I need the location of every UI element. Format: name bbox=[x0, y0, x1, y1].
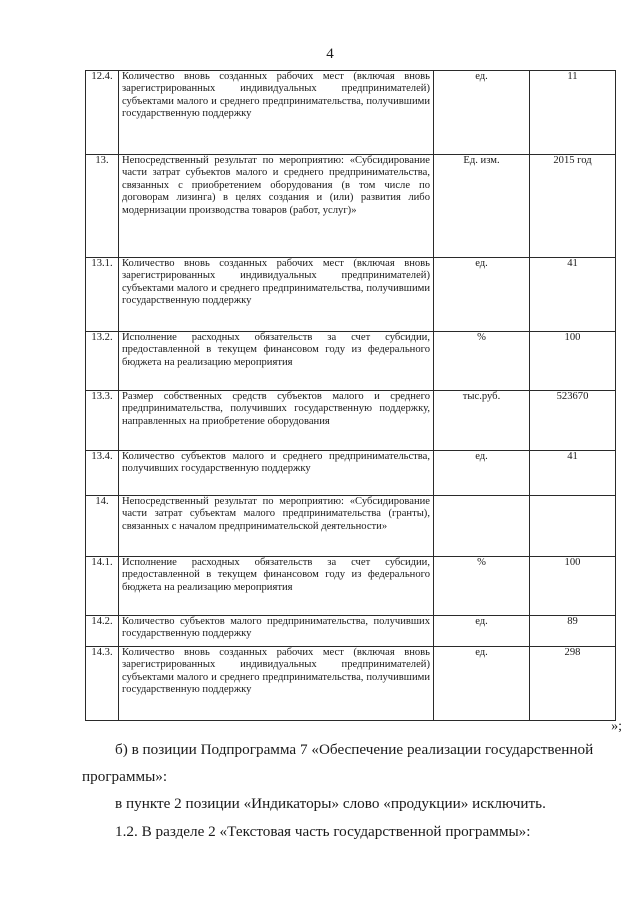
row-unit: % bbox=[434, 332, 530, 391]
row-unit: ед. bbox=[434, 451, 530, 496]
table-row bbox=[86, 258, 616, 332]
page-number: 4 bbox=[326, 46, 334, 62]
row-text: Количество вновь созданных рабочих мест (включая вновь зарегистрированных индивидуальных предпринимателей) субъектами малого и среднего предпринимательства, получившими государственную поддержку bbox=[119, 71, 434, 155]
row-number: 12.4. bbox=[86, 71, 119, 155]
table-row bbox=[86, 496, 616, 557]
row-unit: ед. bbox=[434, 71, 530, 155]
table-row bbox=[86, 647, 616, 721]
table-row bbox=[86, 616, 616, 647]
paragraph-indicators: в пункте 2 позиции «Индикаторы» слово «продукции» исключить. bbox=[115, 795, 546, 812]
row-unit: Ед. изм. bbox=[434, 155, 530, 258]
row-value: 523670 bbox=[530, 391, 616, 451]
row-text: Количество вновь созданных рабочих мест (включая вновь зарегистрированных индивидуальных предпринимателей) субъектами малого и среднего предпринимательства, получившими государственную поддержку bbox=[119, 258, 434, 332]
row-text: Размер собственных средств субъектов малого и среднего предпринимательства, получивших государственную поддержку, направленных на приобретение оборудования bbox=[119, 391, 434, 451]
table-row bbox=[86, 557, 616, 616]
row-unit: % bbox=[434, 557, 530, 616]
row-number: 13.3. bbox=[86, 391, 119, 451]
table-row bbox=[86, 451, 616, 496]
row-number: 14.3. bbox=[86, 647, 119, 721]
table-row bbox=[86, 332, 616, 391]
row-number: 14.1. bbox=[86, 557, 119, 616]
indicators-table bbox=[85, 70, 616, 721]
row-value: 100 bbox=[530, 332, 616, 391]
row-value bbox=[530, 496, 616, 557]
row-text: Непосредственный результат по мероприятию: «Субсидирование части затрат субъектов малого и среднего предпринимательства, связанных с приобретением оборудования (в том числе по договорам лизинга) в целях создания и (или) развития либо модернизации производства товаров (работ, услуг)» bbox=[119, 155, 434, 258]
table-row bbox=[86, 155, 616, 258]
row-number: 13.4. bbox=[86, 451, 119, 496]
row-value: 89 bbox=[530, 616, 616, 647]
row-text: Количество субъектов малого предпринимательства, получивших государственную поддержку bbox=[119, 616, 434, 647]
row-number: 14.2. bbox=[86, 616, 119, 647]
row-unit: ед. bbox=[434, 616, 530, 647]
row-unit: ед. bbox=[434, 258, 530, 332]
row-unit: тыс.руб. bbox=[434, 391, 530, 451]
row-unit: ед. bbox=[434, 647, 530, 721]
table-row bbox=[86, 71, 616, 155]
paragraph-subprogram-7: б) в позиции Подпрограмма 7 «Обеспечение реализации государственной bbox=[115, 741, 594, 758]
row-text: Количество вновь созданных рабочих мест (включая вновь зарегистрированных индивидуальных предпринимателей) субъектами малого и среднего предпринимательства, получившими государственную поддержку bbox=[119, 647, 434, 721]
row-value: 2015 год bbox=[530, 155, 616, 258]
paragraph-subprogram-7-cont: программы»: bbox=[82, 768, 168, 785]
closing-quote: »; bbox=[611, 719, 622, 734]
row-text: Количество субъектов малого и среднего предпринимательства, получивших государственную поддержку bbox=[119, 451, 434, 496]
row-text: Исполнение расходных обязательств за счет субсидии, предоставленной в текущем финансовом году из федерального бюджета на реализацию мероприятия bbox=[119, 557, 434, 616]
row-text: Непосредственный результат по мероприятию: «Субсидирование части затрат субъектам малого предпринимательства (гранты), связанных с началом предпринимательской деятельности» bbox=[119, 496, 434, 557]
row-value: 41 bbox=[530, 451, 616, 496]
paragraph-section-2: 1.2. В разделе 2 «Текстовая часть государственной программы»: bbox=[115, 823, 531, 840]
row-number: 13. bbox=[86, 155, 119, 258]
row-value: 100 bbox=[530, 557, 616, 616]
row-number: 13.1. bbox=[86, 258, 119, 332]
row-text: Исполнение расходных обязательств за счет субсидии, предоставленной в текущем финансовом году из федерального бюджета на реализацию мероприятия bbox=[119, 332, 434, 391]
row-value: 298 bbox=[530, 647, 616, 721]
row-number: 13.2. bbox=[86, 332, 119, 391]
row-unit bbox=[434, 496, 530, 557]
row-value: 41 bbox=[530, 258, 616, 332]
table-row bbox=[86, 391, 616, 451]
row-value: 11 bbox=[530, 71, 616, 155]
row-number: 14. bbox=[86, 496, 119, 557]
